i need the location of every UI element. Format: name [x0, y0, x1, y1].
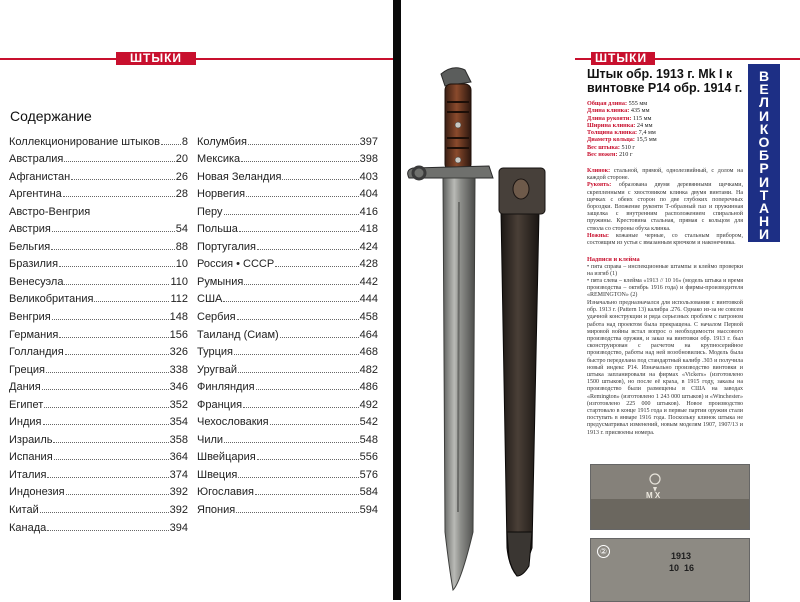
description-paragraph — [587, 233, 743, 247]
toc-entry-name: Дания — [9, 381, 41, 394]
spec-row — [587, 144, 737, 151]
toc-entry — [9, 218, 188, 236]
spec-label: Толщина клинка: — [587, 129, 639, 137]
toc-leader — [239, 231, 359, 232]
book-gutter — [393, 0, 401, 600]
toc-leader — [243, 407, 359, 408]
toc-leader — [238, 477, 358, 478]
spec-row — [587, 107, 737, 114]
specs-list — [587, 100, 737, 158]
spec-label: Вес штыка: — [587, 143, 622, 151]
stamp-marks-illustration — [591, 465, 749, 529]
toc-entry — [9, 446, 188, 464]
toc-leader — [63, 196, 175, 197]
section-tag-right: ШТЫКИ — [591, 52, 655, 65]
toc-leader — [234, 354, 359, 355]
toc-leader — [47, 477, 168, 478]
toc-entry-page: 404 — [359, 188, 378, 201]
pommel — [441, 68, 471, 86]
toc-entry — [197, 341, 378, 359]
scabbard — [499, 168, 545, 576]
toc-entry — [9, 148, 188, 166]
toc-entry-page: 88 — [175, 240, 188, 253]
toc-leader — [236, 512, 358, 513]
photo-heel-left — [590, 538, 750, 602]
spec-label: Вес ножен: — [587, 151, 620, 159]
toc-entry-name: Португалия — [197, 240, 256, 253]
spec-value: 15,5 мм — [636, 136, 657, 144]
toc-entry-name: Франция — [197, 398, 243, 411]
toc-entry-name: Венгрия — [9, 311, 51, 324]
toc-entry — [9, 358, 188, 376]
toc-entry-page: 110 — [170, 275, 188, 288]
toc-entry-name: Египет — [9, 398, 44, 411]
toc-leader — [248, 144, 359, 145]
toc-entry-page: 364 — [169, 451, 188, 464]
toc-entry-name: Польша — [197, 223, 238, 236]
crossguard — [408, 166, 493, 179]
toc-entry-name: Чили — [197, 433, 224, 446]
country-vertical-label — [749, 70, 779, 255]
description-text: образована двумя деревянными щечками, скрепленными с хвостовиком клинка двумя винтами. На щечках с обеих сторон по две глубоких поперечных бороздки. Вложение рукояти Т-образный паз и пружинная защелка с внутренним расположением спиральной пружины. Крестовина стальная, прямая с кольцом для ствола со стороны обуха клинка. — [587, 182, 743, 232]
spec-row — [587, 151, 737, 158]
toc-entry — [197, 498, 378, 516]
toc-entry-page: 594 — [359, 504, 378, 517]
toc-leader — [244, 284, 358, 285]
spec-value: 435 мм — [630, 107, 650, 115]
toc-entry-name: Канада — [9, 521, 47, 534]
marks-block — [587, 256, 743, 300]
toc-entry-page: 424 — [359, 240, 378, 253]
spec-row — [587, 129, 737, 136]
toc-entry-name: Мексика — [197, 153, 241, 166]
toc-entry-page: 392 — [169, 486, 188, 499]
spec-label: Диаметр кольца: — [587, 136, 637, 144]
toc-leader — [47, 530, 168, 531]
spec-value: 555 мм — [628, 100, 648, 107]
toc-entry-page: 352 — [169, 398, 188, 411]
section-tag: ШТЫКИ — [116, 52, 196, 65]
toc-leader — [65, 354, 169, 355]
toc-entry-name: Коллекционирование штыков — [9, 135, 160, 148]
toc-entry — [197, 358, 378, 376]
toc-leader — [71, 179, 175, 180]
toc-leader — [255, 494, 359, 495]
toc-entry-page: 54 — [175, 223, 188, 236]
grip — [445, 84, 471, 170]
toc-entry — [9, 183, 188, 201]
toc-entry-page: 398 — [359, 153, 378, 166]
blade — [443, 178, 475, 590]
toc-entry-name: Швеция — [197, 468, 238, 481]
spec-label: Длина клинка: — [587, 107, 631, 115]
photo-heel-right — [590, 464, 750, 530]
description-paragraph — [587, 168, 743, 182]
toc-entry-name: Индонезия — [9, 486, 65, 499]
description-text: стальной, прямой, однолезвийный, с долом на каждой стороне. — [587, 168, 743, 182]
spec-value: 7,4 мм — [638, 129, 656, 137]
toc-entry-name: Турция — [197, 346, 233, 359]
toc-entry-name: Великобритания — [9, 293, 94, 306]
toc-leader — [257, 249, 359, 250]
stamp-text: M X — [646, 491, 661, 500]
toc-leader — [64, 161, 174, 162]
spec-row — [587, 136, 737, 143]
toc-entry — [197, 428, 378, 446]
toc-leader — [257, 459, 359, 460]
toc-leader — [282, 179, 358, 180]
toc-entry-page: 112 — [170, 293, 188, 306]
toc-entry — [9, 270, 188, 288]
toc-leader — [237, 319, 359, 320]
toc-entry-page: 338 — [169, 363, 188, 376]
toc-entry-name: Китай — [9, 504, 39, 517]
toc-leader — [64, 284, 169, 285]
toc-entry-page: 392 — [169, 504, 188, 517]
toc-entry-name: Бельгия — [9, 240, 51, 253]
toc-entry-page: 418 — [359, 223, 378, 236]
toc-entry-page: 444 — [359, 293, 378, 306]
toc-entry-page: 346 — [169, 381, 188, 394]
toc-entry-page: 482 — [359, 363, 378, 376]
toc-title: Содержание — [10, 108, 92, 124]
toc-entry — [197, 218, 378, 236]
toc-entry-name: Италия — [9, 468, 47, 481]
toc-leader — [53, 442, 168, 443]
toc-entry — [197, 463, 378, 481]
toc-entry-page: 358 — [169, 433, 188, 446]
toc-leader — [51, 249, 175, 250]
spec-label: Ширина клинка: — [587, 121, 637, 129]
toc-entry-name: Румыния — [197, 275, 244, 288]
toc-entry — [197, 148, 378, 166]
toc-entry-name: Австралия — [9, 153, 64, 166]
toc-entry-name: Германия — [9, 328, 59, 341]
spec-value: 510 г — [621, 143, 635, 151]
mark-item-2: • пята слева – клейма «1913 // 10 16» (модель штыка и время производства – октябрь 1916 года) и фирмы-производителя «REMINGTON» (2) — [587, 277, 743, 299]
toc-leader — [238, 372, 359, 373]
toc-entry — [197, 376, 378, 394]
toc-entry-page: 397 — [359, 135, 378, 148]
toc-leader — [54, 459, 169, 460]
toc-entry-name: Таиланд (Сиам) — [197, 328, 279, 341]
toc-leader — [246, 196, 359, 197]
toc-entry — [9, 130, 188, 148]
toc-entry-name: Израиль — [9, 433, 53, 446]
toc-leader — [241, 161, 358, 162]
toc-entry — [9, 288, 188, 306]
toc-entry-name: Новая Зеландия — [197, 170, 282, 183]
toc-leader — [270, 424, 359, 425]
toc-leader — [40, 512, 169, 513]
toc-entry — [197, 235, 378, 253]
toc-entry-page: 464 — [359, 328, 378, 341]
toc-entry-page: 26 — [175, 170, 188, 183]
toc-entry — [9, 305, 188, 323]
spec-row — [587, 122, 737, 129]
toc-leader — [224, 442, 359, 443]
spec-row — [587, 100, 737, 107]
toc-entry-name: Швейцария — [197, 451, 256, 464]
toc-entry-page: 20 — [175, 153, 188, 166]
toc-entry-name: Колумбия — [197, 135, 247, 148]
toc-entry-page: 542 — [359, 416, 378, 429]
toc-entry-page: 354 — [169, 416, 188, 429]
toc-entry-page: 326 — [169, 346, 188, 359]
toc-column-1 — [9, 130, 188, 534]
toc-entry-page: 584 — [359, 486, 378, 499]
spec-value: 115 мм — [632, 114, 652, 122]
article-title: Штык обр. 1913 г. Mk I к винтовке P14 обр. 1914 г. — [587, 67, 743, 95]
toc-entry-name: Россия • СССР — [197, 258, 275, 271]
bayonet-illustration — [401, 62, 581, 600]
toc-entry — [197, 130, 378, 148]
toc-leader — [52, 319, 169, 320]
toc-entry-name: Норвегия — [197, 188, 246, 201]
toc-entry — [197, 411, 378, 429]
toc-entry — [197, 393, 378, 411]
spec-label: Длина рукояти: — [587, 114, 633, 122]
toc-leader — [161, 144, 181, 145]
description-block — [587, 168, 743, 247]
toc-entry-page: 374 — [169, 468, 188, 481]
mark-item-1: • пята справа – инспекционные штампы и клеймо проверки на изгиб (1) — [587, 263, 743, 277]
toc-entry-page: 156 — [169, 328, 188, 341]
toc-entry-name: США — [197, 293, 223, 306]
toc-entry — [9, 235, 188, 253]
toc-entry-name: Голландия — [9, 346, 64, 359]
toc-entry-page: 458 — [359, 311, 378, 324]
toc-entry — [197, 305, 378, 323]
toc-leader — [42, 389, 169, 390]
history-text: Изначально предназначался для использования с винтовкой обр. 1913 г. (Pattern 13) калибра .276. Однако из-за не совсем удачной конструкции и ряда серьезных проблем с патроном работа над проектом была прекращена. С началом Первой мировой войны встал вопрос о необходимости массового производства оружия, и заказ на винтовки обр. 1913 г. был сконструирован с расчетом на крупносерийное производство, работы над ней возобновились. Модель была быстро переделана под стандартный калибр .303 и получила новый индекс P14. Изначально производство винтовки и штыка запланировали на фирмах «Vickers» (изготовлено 1500 штыков), но после её краха, в 1915 году, заказы на производство были размещены в США на заводах «Remington» (изготовлено 1 243 000 штыков) и «Winchester» (изготовлено 225 000 штыков). Новое производство стартовало в конце 1915 года и первые партии оружия стали поступать в январе 1916 года. Поскольку клинок штыка не предусматривал изменений, новым моделям 1907, 1907/13 и 1913 г. присвоены номера. — [587, 300, 743, 436]
spec-row — [587, 115, 737, 122]
toc-entry — [197, 183, 378, 201]
toc-entry-page: 548 — [359, 433, 378, 446]
toc-entry — [9, 165, 188, 183]
toc-entry-page: 428 — [359, 258, 378, 271]
toc-entry-page: 28 — [175, 188, 188, 201]
toc-entry-page: 10 — [175, 258, 188, 271]
toc-entry-name: Бразилия — [9, 258, 59, 271]
toc-entry — [197, 165, 378, 183]
toc-entry-name: Австро-Венгрия — [9, 205, 91, 218]
spec-value: 210 г — [619, 151, 633, 159]
toc-entry — [9, 463, 188, 481]
toc-entry-page: 148 — [169, 311, 188, 324]
toc-entry-name: Австрия — [9, 223, 51, 236]
spec-label: Общая длина: — [587, 100, 629, 107]
toc-entry-page: 8 — [181, 135, 188, 148]
toc-leader — [46, 372, 169, 373]
toc-entry-name: Югославия — [197, 486, 254, 499]
toc-entry-page: 556 — [359, 451, 378, 464]
description-text: кожаные черные, со стальным прибором, состоящим из устья с вмазанным крючком и наконечника. — [587, 232, 743, 247]
toc-entry-name: Уругвай — [197, 363, 237, 376]
toc-column-2 — [197, 130, 378, 516]
toc-leader — [223, 301, 358, 302]
toc-entry — [197, 200, 378, 218]
stamp-date: 10 16 — [669, 563, 695, 573]
toc-leader — [43, 424, 169, 425]
toc-entry — [9, 498, 188, 516]
toc-entry-name: Перу — [197, 205, 223, 218]
toc-leader — [44, 407, 168, 408]
toc-leader — [94, 301, 169, 302]
toc-entry — [9, 428, 188, 446]
toc-entry-name: Греция — [9, 363, 45, 376]
toc-entry-page: 576 — [359, 468, 378, 481]
toc-entry-name: Аргентина — [9, 188, 62, 201]
toc-entry — [9, 393, 188, 411]
toc-entry-page: 403 — [359, 170, 378, 183]
description-label: Ножны: — [587, 232, 616, 239]
toc-entry-name: Индия — [9, 416, 42, 429]
toc-entry-page: 486 — [359, 381, 378, 394]
stamp-year: 1913 — [671, 551, 692, 561]
toc-leader — [256, 389, 359, 390]
toc-leader — [280, 337, 359, 338]
toc-entry-name: Сербия — [197, 311, 236, 324]
toc-entry-name: Финляндия — [197, 381, 255, 394]
toc-entry-name: Венесуэла — [9, 275, 64, 288]
toc-entry — [9, 411, 188, 429]
toc-entry — [197, 253, 378, 271]
toc-entry — [197, 323, 378, 341]
toc-entry — [197, 481, 378, 499]
toc-leader — [275, 266, 358, 267]
toc-entry-page: 468 — [359, 346, 378, 359]
toc-leader — [59, 337, 168, 338]
toc-leader — [224, 214, 359, 215]
toc-leader — [59, 266, 175, 267]
description-label: Клинок: — [587, 168, 614, 174]
photo-number-2: ② — [597, 545, 610, 558]
section-rule — [0, 58, 393, 60]
toc-entry-name: Афганистан — [9, 170, 71, 183]
toc-entry-page: 442 — [359, 275, 378, 288]
toc-entry — [9, 200, 188, 218]
toc-entry — [9, 481, 188, 499]
toc-entry — [9, 376, 188, 394]
toc-entry — [9, 341, 188, 359]
toc-entry-page: 416 — [359, 205, 378, 218]
toc-leader — [52, 231, 175, 232]
toc-entry-name: Испания — [9, 451, 53, 464]
toc-entry — [9, 323, 188, 341]
marks-title: Надписи и клейма — [587, 256, 640, 263]
description-label: Рукоять: — [587, 182, 619, 189]
toc-entry — [9, 516, 188, 534]
toc-entry — [197, 288, 378, 306]
toc-entry — [197, 446, 378, 464]
toc-entry-name: Чехословакия — [197, 416, 269, 429]
toc-leader — [66, 494, 169, 495]
description-paragraph — [587, 182, 743, 232]
toc-entry-page: 492 — [359, 398, 378, 411]
toc-entry — [9, 253, 188, 271]
toc-entry — [197, 270, 378, 288]
country-vertical-text: В Е Л И К О Б Р И Т А Н И Я — [758, 68, 770, 256]
toc-entry-name: Япония — [197, 504, 236, 517]
toc-entry-page: 394 — [169, 521, 188, 534]
spec-value: 24 мм — [636, 121, 653, 129]
